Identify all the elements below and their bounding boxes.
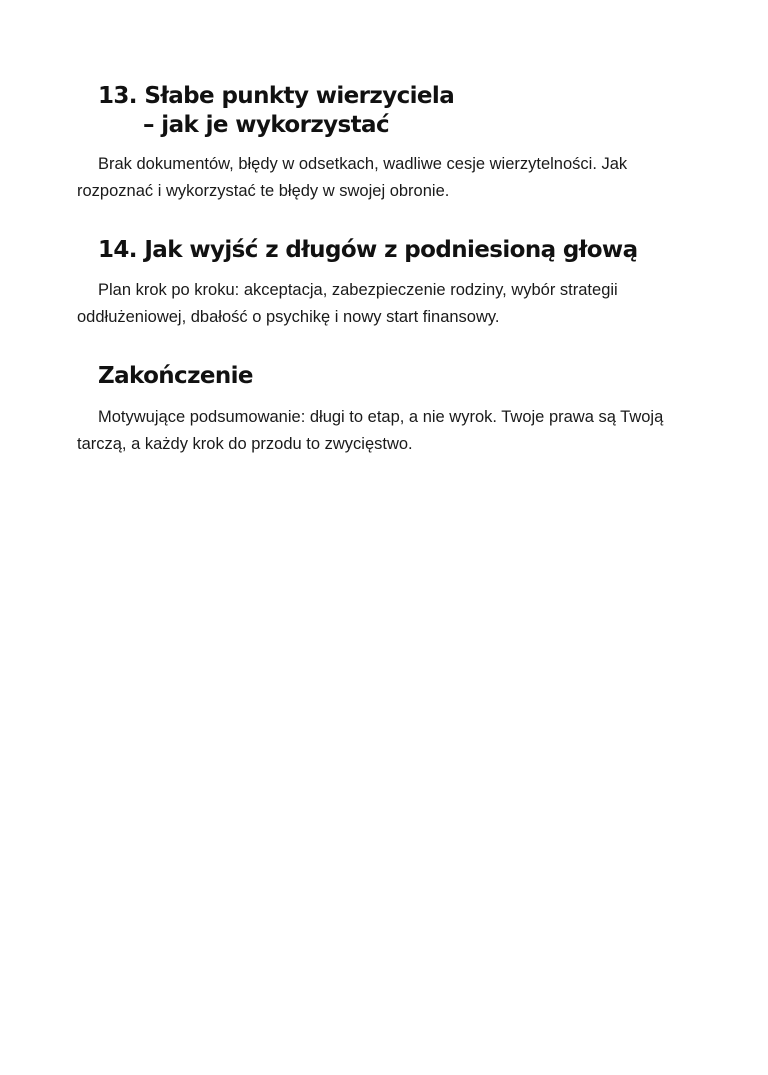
section-13-heading-line1: 13. Słabe punkty wierzyciela [98, 83, 455, 109]
section-14-body: Plan krok po kroku: akceptacja, zabezpieczenie rodziny, wybór strategii oddłużeniowej, dbałość o psychikę i nowy start finansowy. [77, 281, 618, 326]
section-13-body: Brak dokumentów, błędy w odsetkach, wadliwe cesje wierzytelności. Jak rozpoznać i wykorzystać te błędy w swojej obronie. [77, 155, 628, 200]
section-14 [77, 236, 687, 331]
section-13 [77, 82, 687, 205]
section-13-heading-line2: – jak je wykorzystać [143, 112, 389, 138]
section-conclusion [77, 362, 687, 458]
section-13-heading [98, 82, 687, 140]
conclusion-body: Motywujące podsumowanie: długi to etap, a nie wyrok. Twoje prawa są Twoją tarczą, a każdy krok do przodu to zwycięstwo. [77, 408, 664, 453]
section-14-heading: 14. Jak wyjść z długów z podniesioną głową [98, 237, 638, 263]
conclusion-heading: Zakończenie [98, 363, 253, 389]
